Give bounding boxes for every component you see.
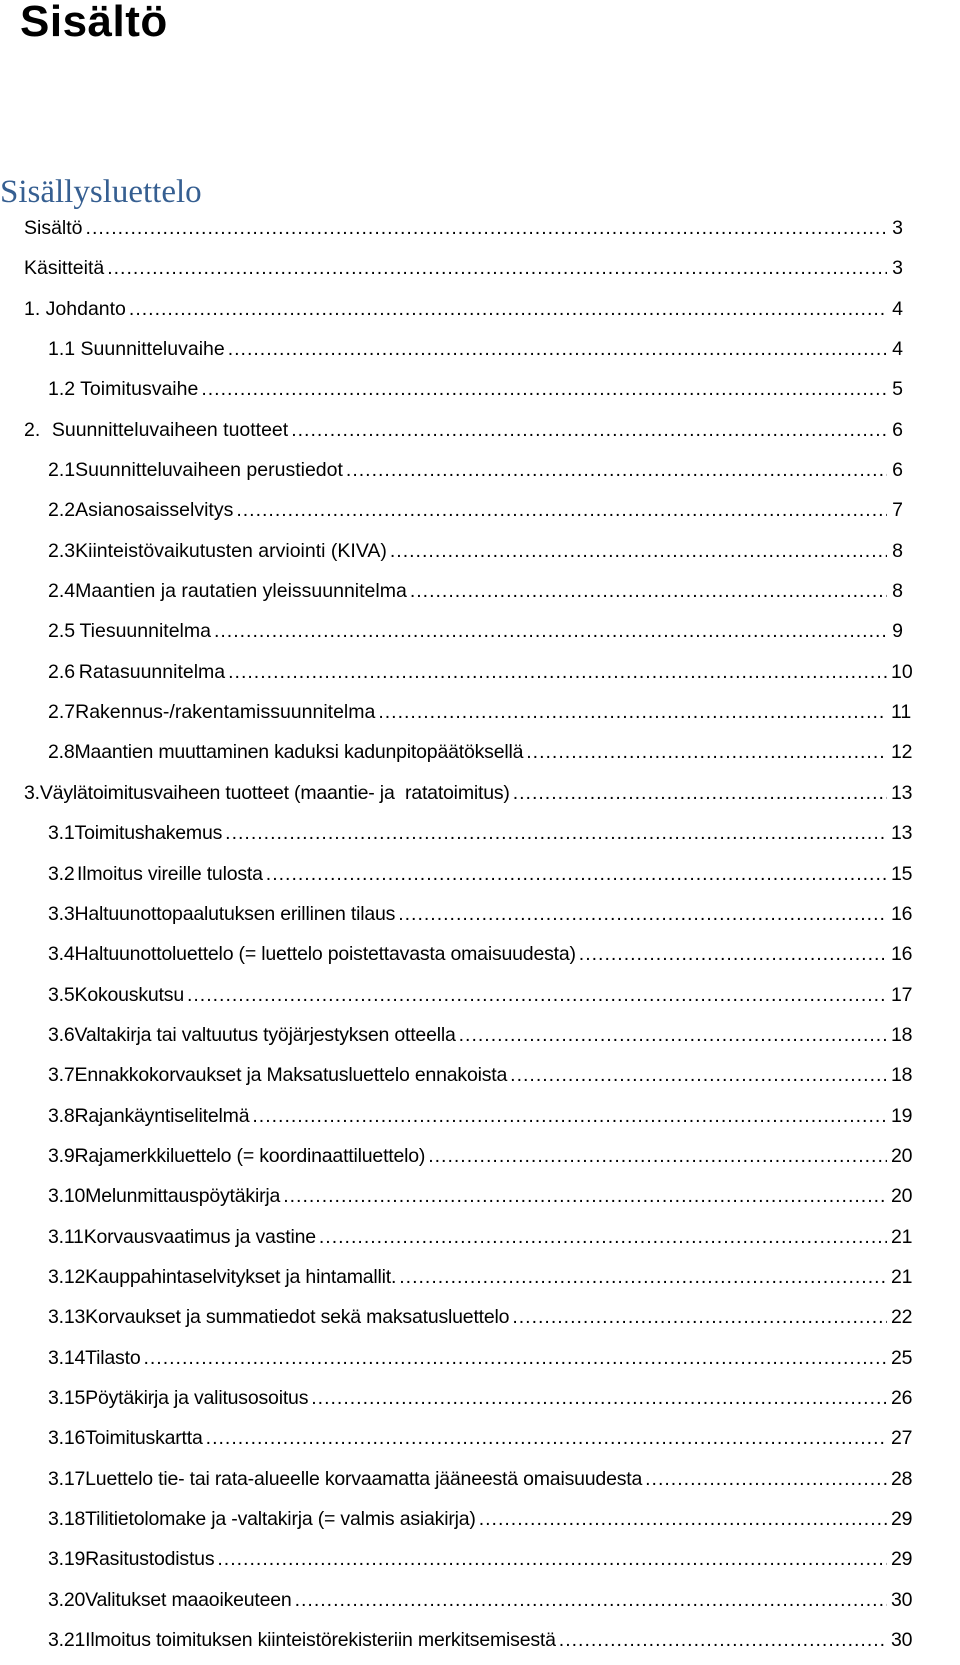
toc-leader-dots bbox=[129, 298, 887, 321]
toc-entry-number: 3. bbox=[24, 781, 40, 804]
toc-entry-number: 3.2 bbox=[48, 862, 75, 885]
toc-leader-dots bbox=[378, 701, 887, 724]
toc-leader-dots bbox=[187, 984, 887, 1007]
toc-entry-number: 3.14 bbox=[48, 1346, 86, 1369]
toc-leader-dots bbox=[295, 1589, 887, 1612]
toc-leader-dots bbox=[283, 1185, 887, 1208]
toc-entry-kasitteita[interactable] bbox=[0, 253, 960, 293]
toc-entry-label[interactable]: 1.2 Toimitusvaihe bbox=[48, 378, 199, 401]
toc-entry-page[interactable]: 20 bbox=[891, 1185, 913, 1208]
toc-leader-dots bbox=[559, 1629, 887, 1652]
toc-entry-3-15[interactable] bbox=[0, 1383, 960, 1423]
toc-entry-label[interactable]: Rajankäyntiselitelmä bbox=[74, 1104, 250, 1127]
toc-entry-sisalto[interactable] bbox=[0, 213, 960, 253]
toc-entry-number: 3.6 bbox=[48, 1023, 75, 1046]
toc-entry-page[interactable]: 15 bbox=[891, 862, 913, 885]
toc-title: Sisällysluettelo bbox=[0, 174, 202, 210]
toc-entry-page[interactable]: 16 bbox=[891, 902, 913, 925]
toc-entry-1-1[interactable] bbox=[0, 334, 960, 374]
toc-entry-number: 3.20 bbox=[48, 1588, 86, 1611]
toc-entry-label[interactable]: Maantien ja rautatien yleissuunnitelma bbox=[75, 580, 407, 603]
toc-entry-page[interactable]: 29 bbox=[891, 1508, 913, 1530]
toc-entry-3-4[interactable] bbox=[0, 939, 960, 979]
toc-entry-3-12[interactable] bbox=[0, 1262, 960, 1302]
toc-leader-dots bbox=[291, 419, 887, 442]
toc-entry-3-21[interactable] bbox=[0, 1625, 960, 1665]
toc-entry-3-6[interactable] bbox=[0, 1020, 960, 1060]
toc-entry-3-8[interactable] bbox=[0, 1101, 960, 1141]
toc-entry-number: 3.10 bbox=[48, 1185, 86, 1208]
toc-entry-1-2[interactable] bbox=[0, 374, 960, 414]
toc-entry-page[interactable]: 17 bbox=[891, 983, 913, 1006]
toc-entry-label[interactable]: Pöytäkirja ja valitusosoitus bbox=[85, 1386, 309, 1409]
toc-entry-number: 3.3 bbox=[48, 902, 75, 925]
toc-leader-dots bbox=[479, 1508, 887, 1531]
toc-entry-label[interactable]: Kiinteistövaikutusten arviointi (KIVA) bbox=[75, 539, 387, 562]
toc-leader-dots bbox=[252, 1105, 887, 1128]
toc-entry-number: 3.19 bbox=[48, 1548, 86, 1571]
toc-leader-dots bbox=[513, 782, 887, 805]
toc-entry-label[interactable]: Ilmoitus vireille tulosta bbox=[77, 862, 263, 885]
toc-entry-label[interactable]: Korvaukset ja summatiedot sekä maksatusluettelo bbox=[85, 1306, 510, 1329]
toc-entry-2-3[interactable] bbox=[0, 536, 960, 576]
toc-leader-dots bbox=[86, 217, 887, 240]
toc-entry-page[interactable]: 13 bbox=[891, 822, 913, 845]
toc-entry-label[interactable]: Tilitietolomake ja -valtakirja (= valmis asiakirja) bbox=[85, 1508, 476, 1530]
toc-entry-number: 2.8 bbox=[48, 741, 75, 764]
toc-entry-page[interactable]: 29 bbox=[891, 1548, 913, 1571]
toc-entry-3-10[interactable] bbox=[0, 1181, 960, 1221]
toc-entry-number: 3.5 bbox=[48, 983, 75, 1006]
toc-entry-2-1[interactable] bbox=[0, 455, 960, 495]
toc-entry-label[interactable]: Käsitteitä bbox=[24, 257, 105, 280]
toc-entry-page[interactable]: 19 bbox=[891, 1104, 913, 1127]
toc-entry-number: 2.4 bbox=[48, 580, 76, 603]
toc-entry-number: 1. bbox=[24, 297, 41, 320]
toc-entry-number: 3.1 bbox=[48, 822, 75, 845]
toc-leader-dots bbox=[510, 1064, 887, 1087]
toc-leader-dots bbox=[143, 1347, 887, 1370]
toc-entry-3-5[interactable] bbox=[0, 980, 960, 1020]
toc-entry-label[interactable]: Haltuunottoluettelo (= luettelo poistettavasta omaisuudesta) bbox=[74, 943, 576, 966]
toc-entry-page[interactable]: 4 bbox=[892, 297, 903, 320]
toc-entry-label[interactable]: Ilmoitus toimituksen kiinteistörekisteriin merkitsemisestä bbox=[85, 1629, 556, 1652]
toc-entry-label[interactable]: Väylätoimitusvaiheen tuotteet (maantie- ja ratatoimitus) bbox=[39, 781, 510, 804]
toc-entry-label[interactable]: Ennakkokorvaukset ja Maksatusluettelo ennakoista bbox=[74, 1064, 508, 1087]
toc-entry-label[interactable]: Korvausvaatimus ja vastine bbox=[83, 1225, 316, 1248]
toc-entry-page[interactable]: 3 bbox=[892, 257, 903, 280]
toc-entry-page[interactable]: 5 bbox=[892, 378, 903, 401]
toc-entry-number: 3.18 bbox=[48, 1508, 86, 1530]
toc-leader-dots bbox=[398, 903, 887, 926]
toc-entry-label[interactable]: Melunmittauspöytäkirja bbox=[85, 1185, 281, 1208]
toc-entry-3-18[interactable] bbox=[0, 1504, 960, 1544]
page-heading: Sisältö bbox=[20, 0, 168, 46]
toc-entry-3-7[interactable] bbox=[0, 1060, 960, 1100]
toc-entry-page[interactable]: 28 bbox=[891, 1467, 913, 1490]
toc-entry-3-1[interactable] bbox=[0, 818, 960, 858]
toc-entry-label[interactable]: Toimitushakemus bbox=[74, 822, 223, 845]
toc-entry-label[interactable]: Rakennus-/rakentamissuunnitelma bbox=[75, 701, 376, 724]
toc-entry-label[interactable]: Sisältö bbox=[24, 217, 83, 239]
toc-entry-label[interactable]: Ratasuunnitelma bbox=[78, 660, 226, 683]
toc-entry-3-3[interactable] bbox=[0, 899, 960, 939]
toc-leader-dots bbox=[645, 1468, 887, 1491]
toc-entry-page[interactable]: 12 bbox=[891, 741, 913, 764]
toc-leader-dots bbox=[459, 1024, 887, 1047]
toc-entry-page[interactable]: 21 bbox=[891, 1265, 913, 1288]
toc-leader-dots bbox=[236, 499, 887, 522]
toc-entry-3-16[interactable] bbox=[0, 1423, 960, 1463]
toc-leader-dots bbox=[428, 1145, 887, 1168]
toc-entry-number: 3.12 bbox=[48, 1265, 86, 1288]
toc-entry-page[interactable]: 22 bbox=[891, 1306, 913, 1329]
toc-entry-page[interactable]: 25 bbox=[891, 1346, 913, 1369]
toc-leader-dots bbox=[228, 661, 887, 684]
toc-entry-2[interactable] bbox=[0, 415, 960, 455]
toc-entry-label[interactable]: Toimituskartta bbox=[85, 1427, 203, 1450]
toc-leader-dots bbox=[390, 540, 887, 563]
toc-entry-number: 2. bbox=[24, 418, 41, 441]
toc-leader-dots bbox=[201, 378, 887, 401]
toc-entry-page[interactable]: 21 bbox=[891, 1225, 913, 1248]
toc-entry-label[interactable]: Rasitustodistus bbox=[85, 1548, 215, 1571]
toc-leader-dots bbox=[346, 459, 887, 482]
toc-entry-page[interactable]: 13 bbox=[891, 781, 913, 804]
toc-entry-number: 3.7 bbox=[48, 1064, 75, 1087]
toc-entry-label[interactable]: Haltuunottopaalutuksen erillinen tilaus bbox=[74, 902, 396, 925]
toc-entry-number: 3.15 bbox=[48, 1386, 86, 1409]
toc-leader-dots bbox=[228, 338, 887, 361]
toc-entry-page[interactable]: 8 bbox=[892, 580, 903, 603]
toc-entry-label[interactable]: Luettelo tie- tai rata-alueelle korvaamatta jääneestä omaisuudesta bbox=[85, 1467, 643, 1490]
toc-entry-page[interactable]: 9 bbox=[892, 620, 903, 643]
toc-entry-label[interactable]: Tilasto bbox=[85, 1346, 141, 1369]
toc-entry-2-7[interactable] bbox=[0, 697, 960, 737]
toc-entry-number: 3.17 bbox=[48, 1467, 86, 1490]
toc-entry-number: 2.5 bbox=[48, 620, 76, 643]
toc-entry-3-13[interactable] bbox=[0, 1302, 960, 1342]
toc-entry-3[interactable] bbox=[0, 778, 960, 818]
toc-entry-2-5[interactable] bbox=[0, 616, 960, 656]
toc-entry-page[interactable]: 8 bbox=[892, 539, 903, 562]
toc-entry-page[interactable]: 3 bbox=[892, 217, 903, 239]
table-of-contents bbox=[0, 213, 960, 1665]
toc-entry-page[interactable]: 26 bbox=[891, 1386, 913, 1409]
toc-entry-label[interactable]: Rajamerkkiluettelo (= koordinaattiluettelo) bbox=[74, 1144, 426, 1167]
toc-entry-label[interactable]: Maantien muuttaminen kaduksi kadunpitopäätöksellä bbox=[74, 741, 524, 764]
toc-leader-dots bbox=[512, 1306, 887, 1329]
toc-entry-label[interactable]: Kauppahintaselvitykset ja hintamallit. bbox=[85, 1265, 397, 1288]
toc-entry-label[interactable]: 1.1 Suunnitteluvaihe bbox=[48, 338, 225, 361]
toc-entry-page[interactable]: 30 bbox=[891, 1588, 913, 1611]
toc-entry-3-2[interactable] bbox=[0, 859, 960, 899]
toc-leader-dots bbox=[526, 741, 887, 764]
toc-entry-3-20[interactable] bbox=[0, 1585, 960, 1625]
toc-entry-number: 3.16 bbox=[48, 1427, 86, 1450]
toc-entry-number: 2.2 bbox=[48, 499, 76, 522]
toc-leader-dots bbox=[319, 1226, 887, 1249]
toc-entry-johdanto[interactable] bbox=[0, 294, 960, 334]
toc-entry-label[interactable]: Kokouskutsu bbox=[74, 983, 184, 1006]
toc-entry-3-17[interactable] bbox=[0, 1464, 960, 1504]
toc-entry-page[interactable]: 11 bbox=[891, 701, 912, 724]
toc-entry-label[interactable]: Suunnitteluvaiheen tuotteet bbox=[51, 418, 289, 441]
toc-entry-number: 2.1 bbox=[48, 459, 76, 482]
toc-entry-3-9[interactable] bbox=[0, 1141, 960, 1181]
toc-entry-number: 3.11 bbox=[48, 1225, 84, 1248]
toc-entry-number: 2.3 bbox=[48, 539, 76, 562]
toc-entry-2-4[interactable] bbox=[0, 576, 960, 616]
toc-leader-dots bbox=[225, 822, 887, 845]
toc-entry-3-14[interactable] bbox=[0, 1343, 960, 1383]
toc-entry-number: 3.4 bbox=[48, 943, 75, 966]
toc-entry-label[interactable]: Valitukset maaoikeuteen bbox=[85, 1588, 292, 1611]
toc-entry-page[interactable]: 16 bbox=[891, 943, 913, 966]
toc-leader-dots bbox=[311, 1387, 887, 1410]
toc-entry-page[interactable]: 30 bbox=[891, 1629, 913, 1652]
toc-entry-number: 3.21 bbox=[48, 1629, 86, 1652]
toc-entry-label[interactable]: Johdanto bbox=[45, 297, 126, 320]
toc-entry-page[interactable]: 6 bbox=[892, 418, 903, 441]
toc-entry-number: 2.6 bbox=[48, 660, 76, 683]
toc-entry-page[interactable]: 18 bbox=[891, 1023, 913, 1046]
toc-entry-number: 3.8 bbox=[48, 1104, 75, 1127]
toc-entry-number: 3.13 bbox=[48, 1306, 86, 1329]
toc-entry-page[interactable]: 20 bbox=[891, 1144, 913, 1167]
toc-entry-3-19[interactable] bbox=[0, 1544, 960, 1584]
toc-entry-3-11[interactable] bbox=[0, 1222, 960, 1262]
toc-entry-2-8[interactable] bbox=[0, 737, 960, 777]
toc-leader-dots bbox=[107, 257, 887, 280]
toc-entry-label[interactable]: Asianosaisselvitys bbox=[75, 499, 234, 522]
toc-entry-number: 2.7 bbox=[48, 701, 76, 724]
toc-leader-dots bbox=[266, 863, 887, 886]
toc-entry-label[interactable]: Tiesuunnitelma bbox=[79, 620, 211, 643]
toc-entry-page[interactable]: 27 bbox=[891, 1427, 913, 1450]
toc-entry-page[interactable]: 4 bbox=[892, 338, 903, 361]
toc-entry-label[interactable]: Valtakirja tai valtuutus työjärjestyksen otteella bbox=[74, 1023, 456, 1046]
toc-entry-page[interactable]: 10 bbox=[891, 660, 913, 683]
toc-leader-dots bbox=[214, 620, 887, 643]
toc-leader-dots bbox=[399, 1266, 887, 1289]
toc-leader-dots bbox=[410, 580, 887, 603]
toc-entry-label[interactable]: Suunnitteluvaiheen perustiedot bbox=[75, 459, 343, 482]
toc-leader-dots bbox=[206, 1427, 887, 1450]
toc-leader-dots bbox=[579, 943, 887, 966]
toc-entry-number: 3.9 bbox=[48, 1144, 75, 1167]
toc-entry-page[interactable]: 7 bbox=[892, 499, 903, 522]
toc-entry-page[interactable]: 6 bbox=[892, 459, 903, 482]
toc-entry-2-6[interactable] bbox=[0, 657, 960, 697]
toc-entry-page[interactable]: 18 bbox=[891, 1064, 913, 1087]
toc-entry-2-2[interactable] bbox=[0, 495, 960, 535]
toc-leader-dots bbox=[217, 1548, 887, 1571]
